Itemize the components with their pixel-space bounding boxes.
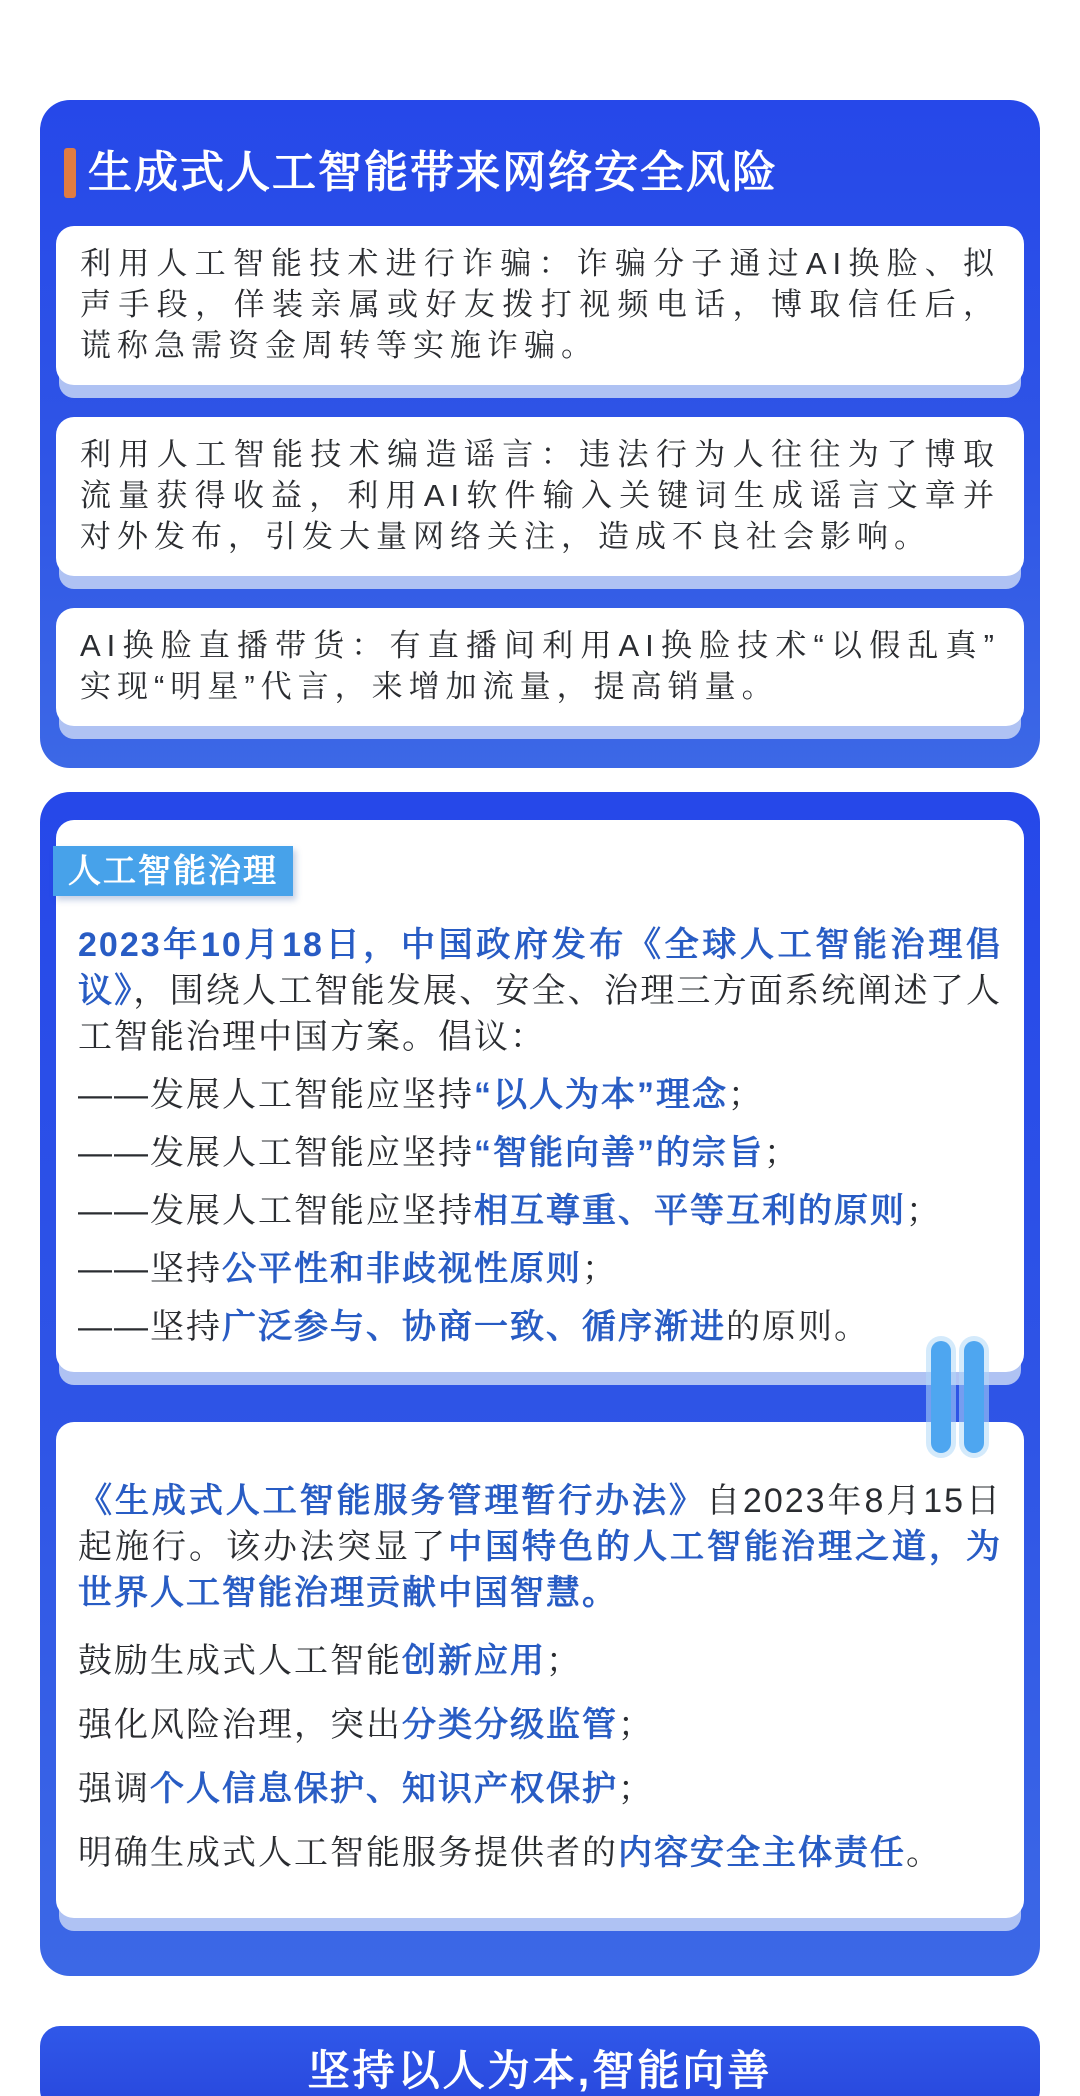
principle-prefix: ——发展人工智能应坚持 bbox=[78, 1076, 474, 1114]
principle-highlight: “以人为本”理念 bbox=[474, 1076, 728, 1114]
principle-prefix: ——坚持 bbox=[78, 1250, 222, 1288]
principle-line bbox=[78, 1188, 1002, 1234]
principle-suffix: ； bbox=[728, 1076, 764, 1114]
risk-title-text: 生成式人工智能带来网络安全风险 bbox=[88, 148, 778, 197]
initiative-highlight: 2023年10月18日，中国政府发布《全球人工智能治理倡议》 bbox=[78, 926, 1002, 1010]
risk-panel bbox=[40, 100, 1040, 768]
measure-suffix: ； bbox=[618, 1706, 654, 1744]
risk-card-livestream bbox=[56, 608, 1024, 726]
measure-highlight: 创新应用 bbox=[402, 1642, 546, 1680]
measure-line bbox=[78, 1766, 1002, 1812]
initiative-rest: ，围绕人工智能发展、安全、治理三方面系统阐述了人工智能治理中国方案。倡议： bbox=[78, 972, 1003, 1056]
measure-highlight: 分类分级监管 bbox=[402, 1706, 618, 1744]
measure-line bbox=[78, 1702, 1002, 1748]
title-accent-bar bbox=[64, 148, 76, 198]
initiative-paragraph bbox=[78, 922, 1002, 1060]
governance-card-initiative bbox=[56, 820, 1024, 1372]
risk-card-fraud-text: 利用人工智能技术进行诈骗：诈骗分子通过AI换脸、拟声手段，佯装亲属或好友拨打视频电话，博取信任后，谎称急需资金周转等实施诈骗。 bbox=[80, 246, 1000, 363]
measure-suffix: 。 bbox=[906, 1834, 942, 1872]
panel-gap bbox=[56, 1372, 1024, 1422]
principle-suffix: ； bbox=[582, 1250, 618, 1288]
measure-line bbox=[78, 1830, 1002, 1876]
principle-suffix: ； bbox=[906, 1192, 942, 1230]
governance-badge: 人工智能治理 bbox=[53, 846, 293, 896]
risk-card-livestream-text: AI换脸直播带货：有直播间利用AI换脸技术“以假乱真”实现“明星”代言，来增加流量，提高销量。 bbox=[80, 628, 1000, 704]
measure-line bbox=[78, 1638, 1002, 1684]
principle-prefix: ——发展人工智能应坚持 bbox=[78, 1192, 474, 1230]
measures-lead-mid: 自2023年8月15日起施行。该办法突显了 bbox=[78, 1482, 1002, 1566]
measures-lead-highlight1: 《生成式人工智能服务管理暂行办法》 bbox=[78, 1482, 706, 1520]
principle-suffix: 的原则。 bbox=[726, 1308, 870, 1346]
measures-lead-highlight2: 中国特色的人工智能治理之道，为世界人工智能治理贡献中国智慧。 bbox=[78, 1528, 1002, 1612]
measure-prefix: 鼓励生成式人工智能 bbox=[78, 1642, 402, 1680]
measure-prefix: 强调 bbox=[78, 1770, 150, 1808]
principle-prefix: ——发展人工智能应坚持 bbox=[78, 1134, 474, 1172]
measure-prefix: 明确生成式人工智能服务提供者的 bbox=[78, 1834, 618, 1872]
measures-lead-paragraph bbox=[78, 1478, 1002, 1616]
risk-card-rumor-text: 利用人工智能技术编造谣言：违法行为人往往为了博取流量获得收益，利用AI软件输入关键词生成谣言文章并对外发布，引发大量网络关注，造成不良社会影响。 bbox=[80, 437, 1000, 554]
measure-suffix: ； bbox=[546, 1642, 582, 1680]
principle-highlight: 相互尊重、平等互利的原则 bbox=[474, 1192, 906, 1230]
principle-prefix: ——坚持 bbox=[78, 1308, 222, 1346]
pause-bar-right bbox=[964, 1341, 984, 1453]
principle-line bbox=[78, 1304, 1002, 1350]
principle-highlight: 公平性和非歧视性原则 bbox=[222, 1250, 582, 1288]
risk-card-rumor bbox=[56, 417, 1024, 576]
governance-panel bbox=[40, 792, 1040, 1976]
pause-bar-left bbox=[931, 1341, 951, 1453]
footer-banner-text: 坚持以人为本,智能向善 bbox=[307, 2047, 773, 2094]
measure-highlight: 个人信息保护、知识产权保护 bbox=[150, 1770, 618, 1808]
footer-banner bbox=[40, 2026, 1040, 2096]
risk-panel-title bbox=[64, 146, 1016, 200]
governance-card-measures bbox=[56, 1422, 1024, 1918]
principle-highlight: “智能向善”的宗旨 bbox=[474, 1134, 764, 1172]
measure-highlight: 内容安全主体责任 bbox=[618, 1834, 906, 1872]
measure-prefix: 强化风险治理，突出 bbox=[78, 1706, 402, 1744]
principle-line bbox=[78, 1072, 1002, 1118]
principle-line bbox=[78, 1246, 1002, 1292]
principle-line bbox=[78, 1130, 1002, 1176]
risk-card-fraud bbox=[56, 226, 1024, 385]
principle-suffix: ； bbox=[764, 1134, 800, 1172]
pause-icon bbox=[931, 1341, 984, 1453]
measure-suffix: ； bbox=[618, 1770, 654, 1808]
principle-highlight: 广泛参与、协商一致、循序渐进 bbox=[222, 1308, 726, 1346]
